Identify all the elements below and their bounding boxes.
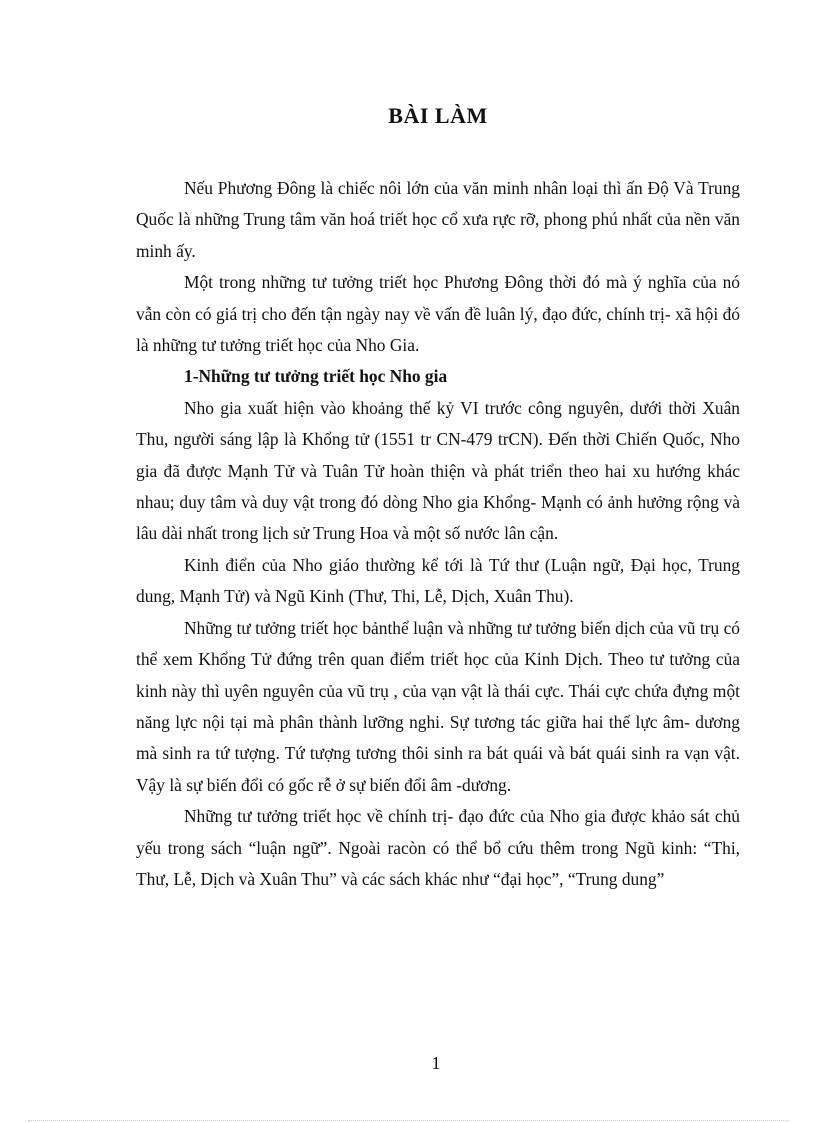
page-number: 1 bbox=[431, 1053, 441, 1073]
intro-paragraph-1: Nếu Phương Đông là chiếc nôi lớn của văn minh nhân loại thì ấn Độ Và Trung Quốc là những Trung tâm văn hoá triết học cổ xưa rực rỡ, phong phú nhất của nền văn minh ấy. bbox=[136, 178, 740, 261]
section-heading: 1-Những tư tưởng triết học Nho gia bbox=[184, 366, 448, 387]
page-bottom-divider bbox=[28, 1120, 788, 1121]
section-paragraph-3: Những tư tưởng triết học bảnthể luận và những tư tưởng biến dịch của vũ trụ có thể xem Khổng Tử đứng trên quan điểm triết học của Kinh Dịch. Theo tư tưởng của kinh này thì uyên nguyên của vũ trụ , của vạn vật là thái cực. Thái cực chứa đựng một năng lực nội tại mà phân thành lưỡng nghi. Sự tương tác giữa hai thế lực âm- dương mà sinh ra tứ tượng. Tứ tượng tương thôi sinh ra bát quái và bát quái sinh ra vạn vật. Vậy là sự biến đổi có gốc rễ ở sự biến đổi âm -dương. bbox=[136, 617, 740, 795]
document-title: BÀI LÀM bbox=[388, 103, 488, 128]
section-paragraph-1: Nho gia xuất hiện vào khoảng thế kỷ VI trước công nguyên, dưới thời Xuân Thu, người sáng lập là Khổng tử (1551 tr CN-479 trCN). Đến thời Chiến Quốc, Nho gia đã được Mạnh Tử và Tuân Tử hoàn thiện và phát triển theo hai xu hướng khác nhau; duy tâm và duy vật trong đó dòng Nho gia Khổng- Mạnh có ảnh hưởng rộng và lâu dài nhất trong lịch sử Trung Hoa và một số nước lân cận. bbox=[136, 397, 740, 544]
section-paragraph-2: Kinh điển của Nho giáo thường kể tới là Tứ thư (Luận ngữ, Đại học, Trung dung, Mạnh Tử) và Ngũ Kinh (Thư, Thi, Lễ, Dịch, Xuân Thu). bbox=[136, 554, 740, 607]
section-paragraph-4: Những tư tưởng triết học về chính trị- đạo đức của Nho gia được khảo sát chủ yếu trong sách “luận ngữ”. Ngoài racòn có thể bổ cứu thêm trong Ngũ kinh: “Thi, Thư, Lễ, Dịch và Xuân Thu” và các sách khác như “đại học”, “Trung dung” bbox=[136, 806, 740, 889]
intro-paragraph-2: Một trong những tư tưởng triết học Phương Đông thời đó mà ý nghĩa của nó vẫn còn có giá trị cho đến tận ngày nay về vấn đề luân lý, đạo đức, chính trị- xã hội đó là những tư tưởng triết học của Nho Gia. bbox=[136, 272, 740, 356]
document-body bbox=[136, 173, 740, 895]
